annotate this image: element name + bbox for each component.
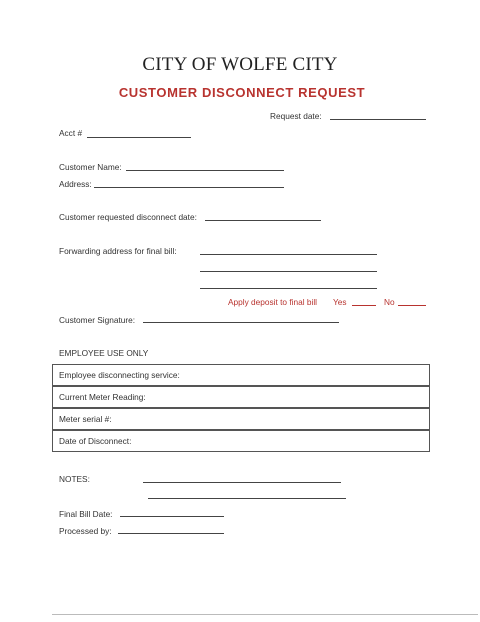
document-title: CITY OF WOLFE CITY (142, 54, 338, 75)
notes-label: NOTES: (59, 474, 90, 484)
disconnect-date-label: Customer requested disconnect date: (59, 212, 197, 222)
no-label: No (384, 297, 395, 307)
no-field[interactable] (398, 305, 426, 306)
acct-label: Acct # (59, 128, 83, 138)
employee-row-label: Meter serial #: (59, 414, 112, 424)
yes-field[interactable] (352, 305, 376, 306)
final-bill-date-label: Final Bill Date: (59, 509, 113, 519)
customer-name-label: Customer Name: (59, 162, 122, 172)
request-date-label: Request date: (270, 111, 322, 121)
forwarding-line-3[interactable] (200, 288, 377, 289)
forwarding-line-2[interactable] (200, 271, 377, 272)
final-bill-date-field[interactable] (120, 516, 224, 517)
employee-row-label: Date of Disconnect: (59, 436, 132, 446)
page-bottom-divider (52, 614, 478, 615)
notes-line-2[interactable] (148, 498, 346, 499)
notes-line-1[interactable] (143, 482, 341, 483)
employee-row-meter-serial[interactable] (52, 408, 430, 430)
employee-use-heading: EMPLOYEE USE ONLY (59, 348, 149, 358)
request-date-field[interactable] (330, 119, 426, 120)
employee-row-disconnect-date[interactable] (52, 430, 430, 452)
apply-deposit-label: Apply deposit to final bill (228, 297, 318, 307)
employee-row-label: Current Meter Reading: (59, 392, 146, 402)
processed-by-label: Processed by: (59, 526, 112, 536)
employee-row-meter-reading[interactable] (52, 386, 430, 408)
address-label: Address: (59, 179, 92, 189)
signature-label: Customer Signature: (59, 315, 136, 325)
form-subtitle: CUSTOMER DISCONNECT REQUEST (118, 85, 366, 100)
employee-row-disconnecting[interactable] (52, 364, 430, 386)
address-field[interactable] (94, 187, 284, 188)
forwarding-line-1[interactable] (200, 254, 377, 255)
signature-field[interactable] (143, 322, 339, 323)
acct-field[interactable] (87, 137, 191, 138)
processed-by-field[interactable] (118, 533, 224, 534)
forwarding-address-label: Forwarding address for final bill: (59, 246, 177, 256)
yes-label: Yes (333, 297, 347, 307)
disconnect-date-field[interactable] (205, 220, 321, 221)
employee-row-label: Employee disconnecting service: (59, 370, 180, 380)
customer-name-field[interactable] (126, 170, 284, 171)
